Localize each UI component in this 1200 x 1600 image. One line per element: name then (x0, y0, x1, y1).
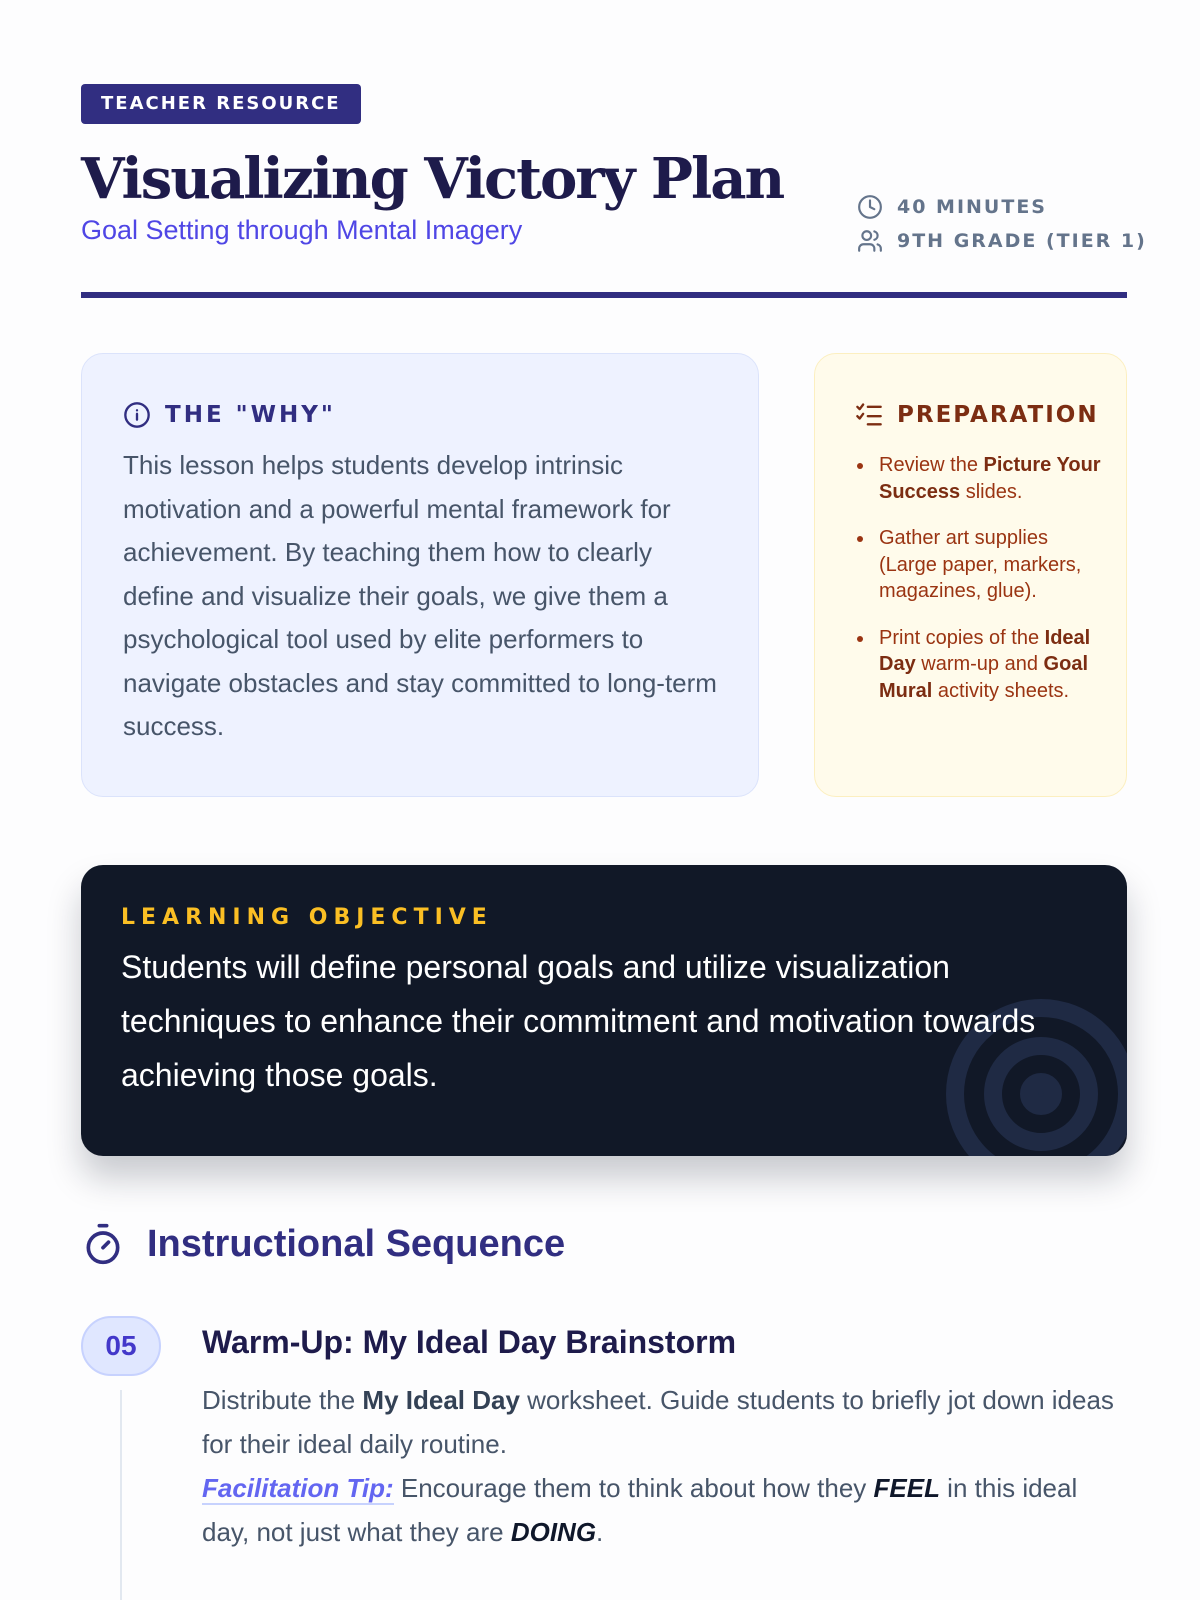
list-item (855, 452, 1106, 505)
step-title: Warm-Up: My Ideal Day Brainstorm (202, 1324, 737, 1360)
preparation-card (814, 353, 1127, 797)
grade-text: 9TH GRADE (TIER 1) (897, 230, 1147, 252)
prep-item-text: activity sheets. (932, 679, 1070, 702)
step-body-text: Distribute the (202, 1385, 363, 1415)
objective-text: Students will define personal goals and utilize visualization techniques to enhance their commitment and motivation towards achieving those goals. (121, 949, 1036, 1093)
why-heading (123, 392, 718, 438)
info-icon (123, 401, 151, 429)
prep-item-text: Review the (879, 454, 984, 476)
preparation-heading-text: PREPARATION (897, 402, 1099, 428)
header-divider (81, 292, 1127, 298)
resource-badge: TEACHER RESOURCE (81, 84, 361, 124)
prep-item-text: warm-up and (915, 653, 1044, 675)
list-item (855, 625, 1106, 705)
tip-emphasis: DOING (510, 1517, 597, 1547)
users-icon (857, 228, 883, 254)
list-item (855, 525, 1106, 605)
checklist-icon (855, 401, 883, 429)
why-card (81, 353, 759, 797)
prep-item-text: Gather art supplies (Large paper, markers, magazines, glue). (879, 527, 1082, 602)
duration-meta (857, 190, 1127, 224)
page-title: Visualizing Victory Plan (81, 146, 784, 212)
facilitation-tip-label: Facilitation Tip: (202, 1473, 394, 1503)
prep-item-text: slides. (960, 480, 1023, 503)
step-item (202, 1320, 1127, 1554)
preparation-heading (855, 392, 1106, 438)
sequence-heading-text: Instructional Sequence (147, 1222, 566, 1265)
step-timeline-line (120, 1390, 122, 1600)
grade-meta (857, 224, 1147, 258)
prep-item-bold: Ideal Day (879, 626, 1091, 675)
preparation-list (855, 452, 1106, 704)
clock-icon (857, 194, 883, 220)
why-heading-text: THE "WHY" (165, 402, 336, 428)
step-body-text: worksheet. Guide students to briefly jot down ideas for their ideal daily routine. (202, 1385, 1114, 1459)
sequence-heading (81, 1222, 565, 1266)
learning-objective-card (81, 865, 1127, 1156)
tip-emphasis: FEEL (873, 1473, 940, 1503)
prep-item-bold: Goal Mural (879, 653, 1088, 702)
duration-text: 40 MINUTES (897, 196, 1047, 218)
why-body: This lesson helps students develop intrinsic motivation and a powerful mental framework for achievement. By teaching them how to clearly define and visualize their goals, we give them a psychological tool used by elite performers to navigate obstacles and stay committed to long-term success. (123, 450, 717, 741)
step-body-bold: My Ideal Day (362, 1385, 520, 1415)
tip-text: in this ideal day, not just what they are (202, 1473, 1078, 1547)
page-subtitle: Goal Setting through Mental Imagery (81, 215, 523, 245)
lesson-meta (857, 190, 1147, 258)
objective-label: LEARNING OBJECTIVE (121, 905, 493, 930)
stopwatch-icon (81, 1222, 125, 1266)
step-number-badge: 05 (81, 1316, 161, 1376)
prep-item-text: Print copies of the (879, 626, 1045, 649)
prep-item-bold: Picture Your Success (879, 454, 1101, 503)
tip-text: Encourage them to think about how they (393, 1473, 874, 1503)
tip-text: . (596, 1517, 604, 1547)
step-body (202, 1378, 1127, 1554)
